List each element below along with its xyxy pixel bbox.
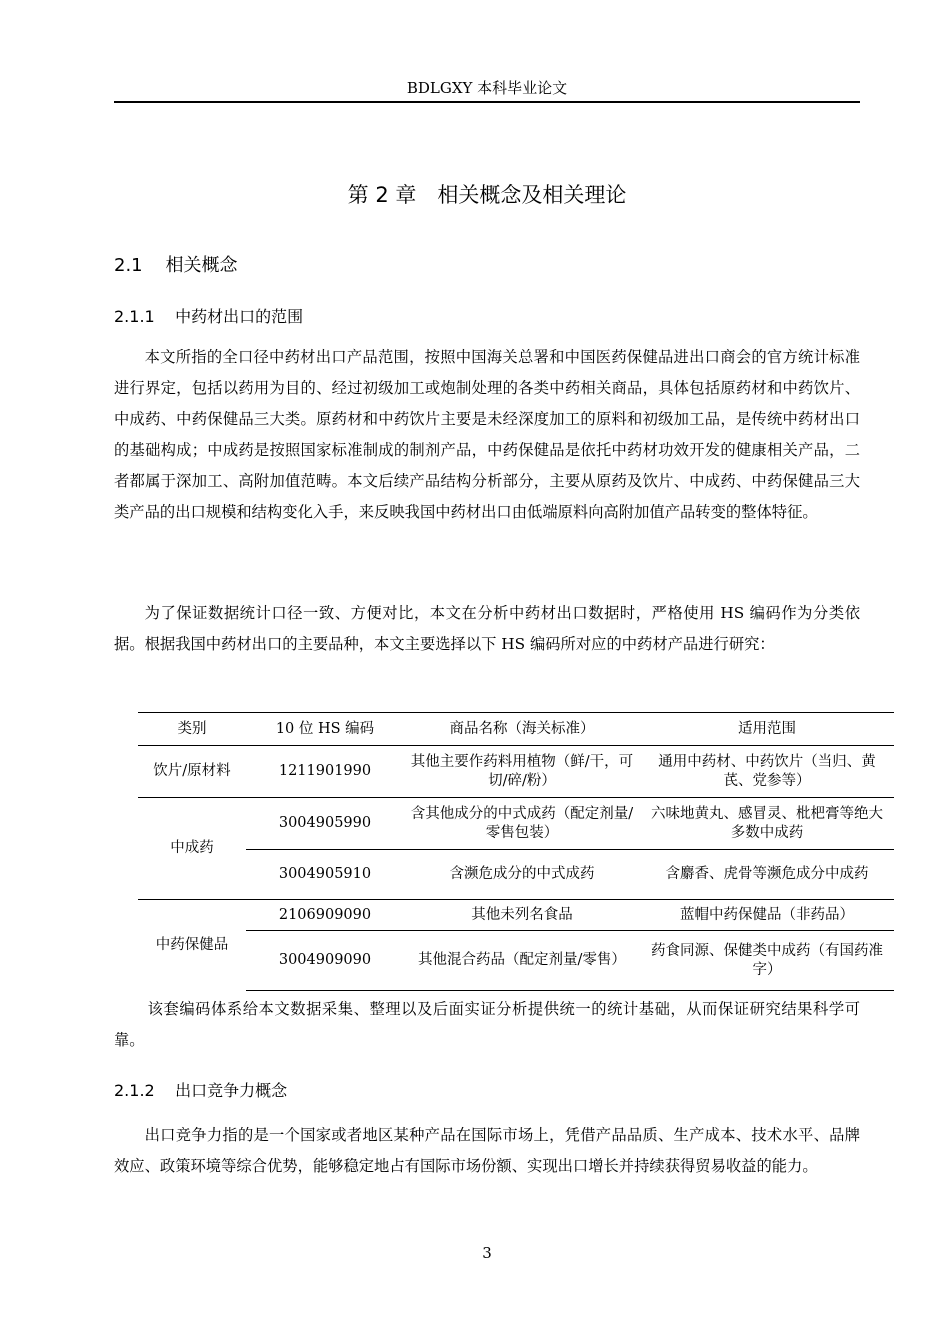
table-row bbox=[138, 746, 894, 798]
category-cell: 中成药 bbox=[138, 798, 246, 900]
code-cell: 3004909090 bbox=[246, 931, 404, 991]
running-header: BDLGXY 本科毕业论文 bbox=[406, 79, 568, 97]
scope-cell: 蓝帽中药保健品（非药品） bbox=[640, 900, 894, 931]
name-cell: 其他未列名食品 bbox=[404, 900, 640, 931]
section-heading bbox=[114, 252, 238, 280]
category-cell: 饮片/原材料 bbox=[153, 763, 231, 779]
table-header-row bbox=[138, 713, 894, 746]
code-cell: 2106909090 bbox=[246, 900, 404, 931]
subsection-number: 2.1.1 bbox=[114, 307, 155, 326]
section-number: 2.1 bbox=[114, 255, 143, 276]
code-cell: 3004905990 bbox=[246, 798, 404, 850]
scope-cell: 通用中药材、中药饮片（当归、黄芪、党参等） bbox=[658, 753, 876, 789]
paragraph-4: 出口竞争力指的是一个国家或者地区某种产品在国际市场上，凭借产品品质、生产成本、技术水平、品牌效应、政策环境等综合优势，能够稳定地占有国际市场份额、实现出口增长并持续获得贸易收益的能力。 bbox=[114, 1126, 860, 1175]
scope-cell: 药食同源、保健类中成药（有国药准字） bbox=[640, 931, 894, 991]
scope-cell: 含麝香、虎骨等濒危成分中成药 bbox=[640, 850, 894, 900]
hs-code-table bbox=[138, 712, 894, 991]
table-row bbox=[138, 900, 894, 931]
table-row bbox=[138, 850, 894, 900]
table-header-cell: 10 位 HS 编码 bbox=[246, 713, 404, 746]
name-cell: 其他主要作药料用植物（鲜/干，可切/碎/粉） bbox=[410, 753, 634, 789]
section-title: 相关概念 bbox=[165, 255, 238, 276]
name-cell: 含其他成分的中式成药（配定剂量/零售包装） bbox=[404, 798, 640, 850]
paragraph-1: 本文所指的全口径中药材出口产品范围，按照中国海关总署和中国医药保健品进出口商会的官方统计标准进行界定，包括以药用为目的、经过初级加工或炮制处理的各类中药相关商品，具体包括原药材和中药饮片、中成药、中药保健品三大类。原药材和中药饮片主要是未经深度加工的原料和初级加工品，是传统中药材出口的基础构成；中成药是按照国家标准制成的制剂产品，中药保健品是依托中药材功效开发的健康相关产品，二者都属于深加工、高附加值范畴。本文后续产品结构分析部分，主要从原药及饮片、中成药、中药保健品三大类产品的出口规模和结构变化入手，来反映我国中药材出口由低端原料向高附加值产品转变的整体特征。 bbox=[114, 348, 860, 521]
subsection-title: 中药材出口的范围 bbox=[175, 307, 304, 326]
page-number: 3 bbox=[482, 1244, 492, 1262]
subsection-heading-1 bbox=[114, 304, 303, 330]
header-rule bbox=[114, 101, 860, 103]
category-cell: 中药保健品 bbox=[138, 900, 246, 991]
subsection-title: 出口竞争力概念 bbox=[175, 1081, 288, 1100]
name-cell: 含濒危成分的中式成药 bbox=[404, 850, 640, 900]
table-row bbox=[138, 798, 894, 850]
paragraph-3: 该套编码体系给本文数据采集、整理以及后面实证分析提供统一的统计基础，从而保证研究结果科学可靠。 bbox=[114, 1000, 860, 1049]
table-header-cell: 适用范围 bbox=[640, 713, 894, 746]
paragraph-2: 为了保证数据统计口径一致、方便对比，本文在分析中药材出口数据时，严格使用 HS 编码作为分类依据。根据我国中药材出口的主要品种，本文主要选择以下 HS 编码所对应的中药材产品进行研究： bbox=[114, 604, 860, 653]
table-row bbox=[138, 931, 894, 991]
subsection-number: 2.1.2 bbox=[114, 1081, 155, 1100]
table-header-cell: 类别 bbox=[138, 713, 246, 746]
code-cell: 3004905910 bbox=[246, 850, 404, 900]
subsection-heading-2 bbox=[114, 1078, 287, 1104]
code-cell: 1211901990 bbox=[278, 763, 372, 779]
chapter-title: 第 2 章 相关概念及相关理论 bbox=[347, 183, 627, 207]
table-header-cell: 商品名称（海关标准） bbox=[404, 713, 640, 746]
scope-cell: 六味地黄丸、感冒灵、枇杷膏等绝大多数中成药 bbox=[640, 798, 894, 850]
name-cell: 其他混合药品（配定剂量/零售） bbox=[404, 931, 640, 991]
